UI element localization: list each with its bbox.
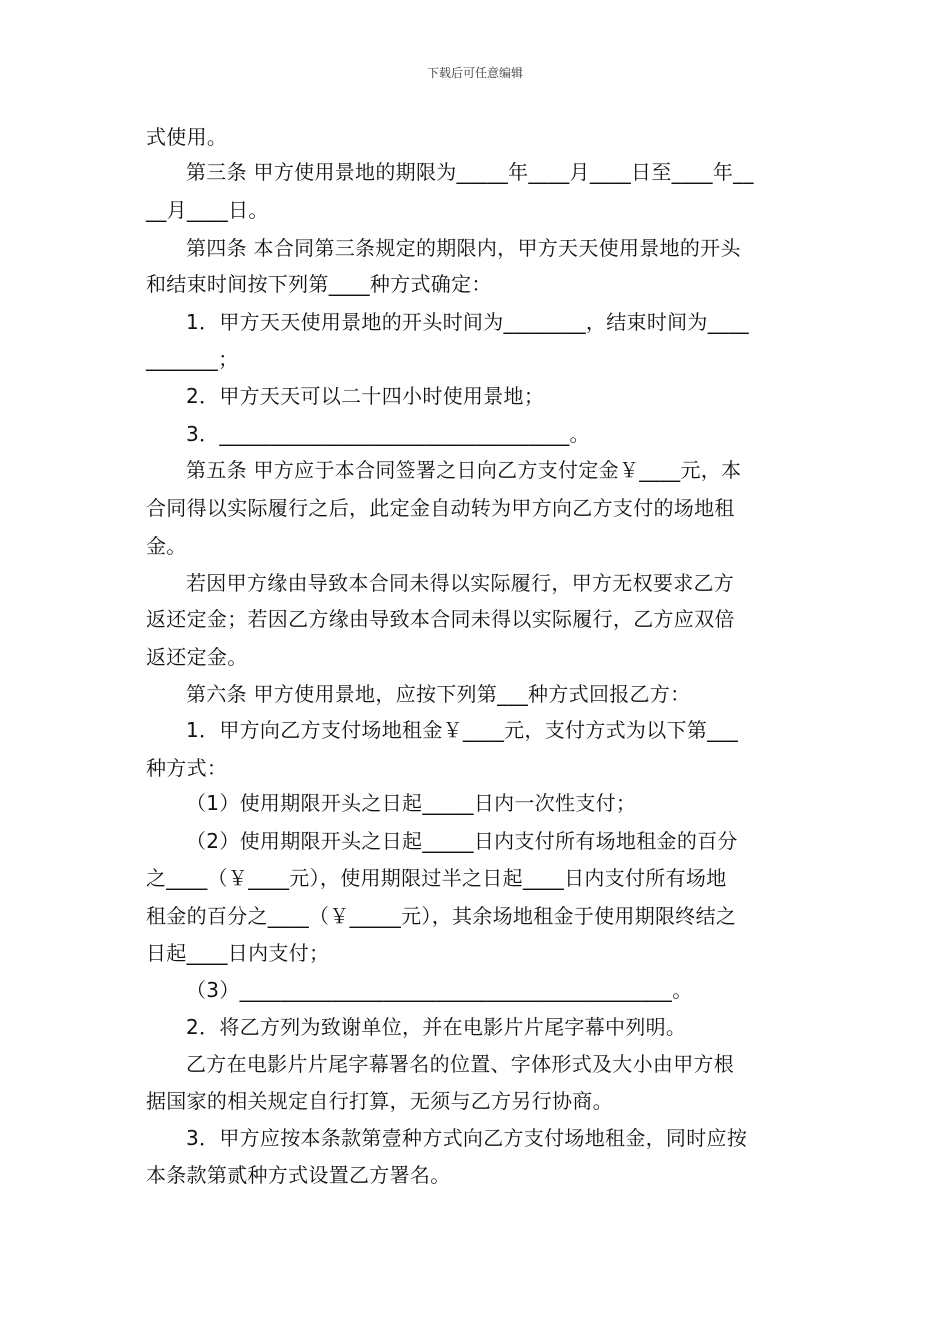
text-line: 1．甲方天天使用景地的开头时间为________，结束时间为____ <box>186 310 749 334</box>
text-line: 第三条 甲方使用景地的期限为_____年____月____日至____年__ <box>186 160 754 184</box>
text-line: （2）使用期限开头之日起_____日内支付所有场地租金的百分 <box>186 829 738 853</box>
text-line: 第五条 甲方应于本合同签署之日向乙方支付定金￥____元，本 <box>186 458 742 482</box>
text-line: 3．__________________________________。 <box>186 422 590 446</box>
text-line: 乙方在电影片片尾字幕署名的位置、字体形式及大小由甲方根 <box>186 1052 735 1076</box>
text-line: 2．将乙方列为致谢单位，并在电影片片尾字幕中列明。 <box>186 1015 687 1039</box>
text-line: 1．甲方向乙方支付场地租金￥____元，支付方式为以下第___ <box>186 718 739 742</box>
text-line: 第六条 甲方使用景地，应按下列第___种方式回报乙方： <box>186 682 691 706</box>
text-line: 合同得以实际履行之后，此定金自动转为甲方向乙方支付的场地租 <box>146 496 735 520</box>
text-line: 租金的百分之____（￥_____元），其余场地租金于使用期限终结之 <box>146 904 737 928</box>
page-header: 下载后可任意编辑 <box>426 66 523 80</box>
text-line: （1）使用期限开头之日起_____日内一次性支付； <box>186 791 637 815</box>
text-line: 种方式： <box>146 756 228 780</box>
text-line: 日起____日内支付； <box>146 941 330 965</box>
text-line: __月____日。 <box>146 198 269 222</box>
text-line: 据国家的相关规定自行打算，无须与乙方另行协商。 <box>146 1089 613 1113</box>
text-line: _______； <box>146 347 239 371</box>
text-line: 若因甲方缘由导致本合同未得以实际履行，甲方无权要求乙方 <box>186 571 735 595</box>
text-line: 返还定金；若因乙方缘由导致本合同未得以实际履行，乙方应双倍 <box>146 607 735 631</box>
text-line: 3．甲方应按本条款第壹种方式向乙方支付场地租金，同时应按 <box>186 1126 748 1150</box>
text-line: 式使用。 <box>146 125 228 149</box>
text-line: （3）__________________________________________。 <box>186 978 693 1002</box>
text-line: 第四条 本合同第三条规定的期限内，甲方天天使用景地的开头 <box>186 236 741 260</box>
text-line: 之____（￥____元），使用期限过半之日起____日内支付所有场地 <box>146 866 727 890</box>
text-line: 返还定金。 <box>146 645 248 669</box>
text-line: 2．甲方天天可以二十四小时使用景地； <box>186 384 545 408</box>
text-line: 金。 <box>146 534 187 558</box>
text-line: 本条款第贰种方式设置乙方署名。 <box>146 1163 451 1187</box>
text-line: 和结束时间按下列第____种方式确定： <box>146 272 492 296</box>
